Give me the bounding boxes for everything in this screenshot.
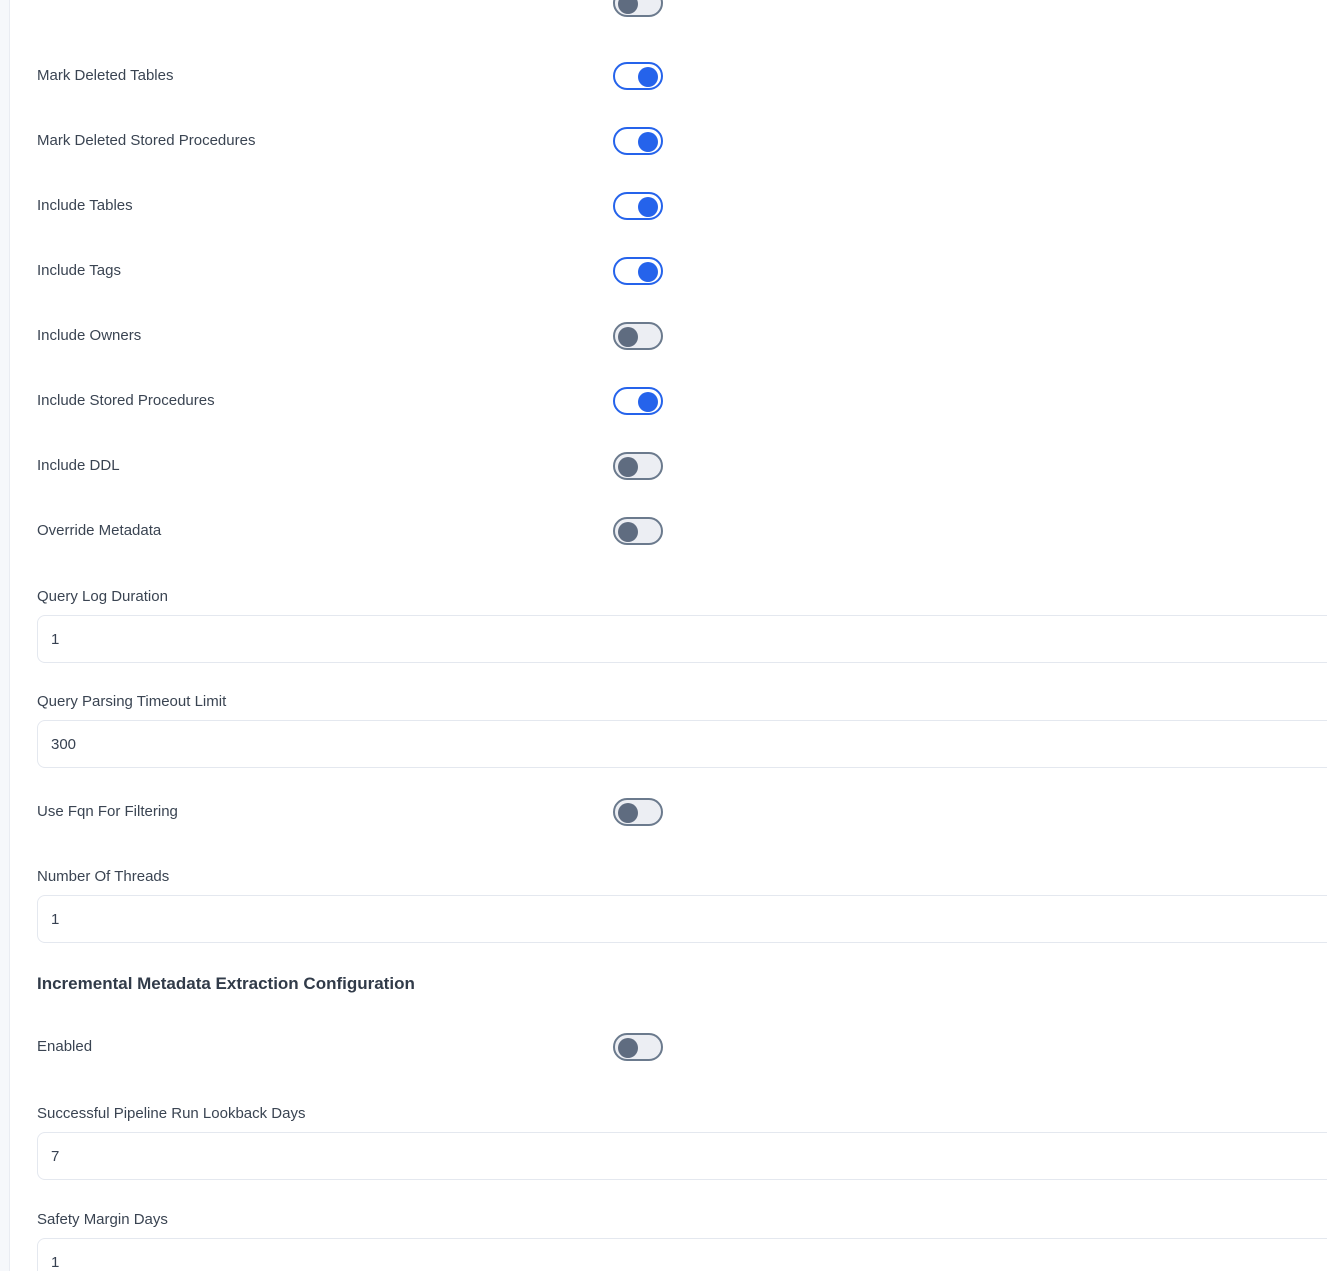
section-heading-incremental-metadata-extraction-configuration: Incremental Metadata Extraction Configuration <box>37 974 415 993</box>
field-row-use-fqn-for-filtering <box>37 798 663 826</box>
field-label-enabled: Enabled <box>37 1038 93 1055</box>
include-owners-toggle[interactable] <box>613 322 663 350</box>
enabled-toggle[interactable] <box>613 1033 663 1061</box>
field-row-include-owners <box>37 322 663 350</box>
include-stored-procedures-toggle[interactable] <box>613 387 663 415</box>
connection-settings-form <box>10 0 1327 1271</box>
field-row-override-metadata <box>37 517 663 545</box>
field-label-include-tables: Include Tables <box>37 197 133 214</box>
toggle-knob <box>638 67 658 87</box>
toggle-knob <box>618 522 638 542</box>
include-tags-toggle[interactable] <box>613 257 663 285</box>
successful-pipeline-run-lookback-days-input[interactable] <box>37 1132 1327 1180</box>
include-tables-toggle[interactable] <box>613 192 663 220</box>
field-group-safety-margin-days <box>37 1211 1327 1271</box>
field-label-use-fqn-for-filtering: Use Fqn For Filtering <box>37 803 178 820</box>
field-label-query-log-duration: Query Log Duration <box>37 588 168 605</box>
field-row-mark-deleted-tables <box>37 62 663 90</box>
safety-margin-days-input[interactable] <box>37 1238 1327 1271</box>
panel-left-edge <box>0 0 10 1271</box>
toggle-knob <box>618 803 638 823</box>
field-row-partial <box>37 0 663 28</box>
field-row-mark-deleted-stored-procedures <box>37 127 663 155</box>
toggle-knob <box>618 327 638 347</box>
field-label-include-owners: Include Owners <box>37 327 142 344</box>
field-label-include-tags: Include Tags <box>37 262 121 279</box>
toggle-knob <box>618 457 638 477</box>
toggle-knob <box>638 197 658 217</box>
query-parsing-timeout-limit-input[interactable] <box>37 720 1327 768</box>
field-group-query-log-duration <box>37 588 1327 663</box>
toggle-knob <box>638 132 658 152</box>
field-label-number-of-threads: Number Of Threads <box>37 868 170 885</box>
toggle-knob <box>618 1038 638 1058</box>
mark-deleted-tables-toggle[interactable] <box>613 62 663 90</box>
field-group-query-parsing-timeout-limit <box>37 693 1327 768</box>
field-group-successful-pipeline-run-lookback-days <box>37 1105 1327 1180</box>
toggle-knob <box>638 262 658 282</box>
field-row-enabled <box>37 1033 663 1061</box>
field-label-include-stored-procedures: Include Stored Procedures <box>37 392 215 409</box>
partial-toggle[interactable] <box>613 0 663 17</box>
field-row-include-ddl <box>37 452 663 480</box>
use-fqn-for-filtering-toggle[interactable] <box>613 798 663 826</box>
query-log-duration-input[interactable] <box>37 615 1327 663</box>
toggle-knob <box>618 0 638 14</box>
field-row-include-stored-procedures <box>37 387 663 415</box>
field-row-include-tags <box>37 257 663 285</box>
number-of-threads-input[interactable] <box>37 895 1327 943</box>
field-row-include-tables <box>37 192 663 220</box>
field-label-include-ddl: Include DDL <box>37 457 120 474</box>
field-label-mark-deleted-stored-procedures: Mark Deleted Stored Procedures <box>37 132 256 149</box>
field-label-query-parsing-timeout-limit: Query Parsing Timeout Limit <box>37 693 227 710</box>
field-group-number-of-threads <box>37 868 1327 943</box>
field-label-successful-pipeline-run-lookback-days: Successful Pipeline Run Lookback Days <box>37 1105 306 1122</box>
field-label-mark-deleted-tables: Mark Deleted Tables <box>37 67 174 84</box>
toggle-knob <box>638 392 658 412</box>
override-metadata-toggle[interactable] <box>613 517 663 545</box>
field-label-override-metadata: Override Metadata <box>37 522 162 539</box>
field-label-safety-margin-days: Safety Margin Days <box>37 1211 168 1228</box>
include-ddl-toggle[interactable] <box>613 452 663 480</box>
mark-deleted-stored-procedures-toggle[interactable] <box>613 127 663 155</box>
